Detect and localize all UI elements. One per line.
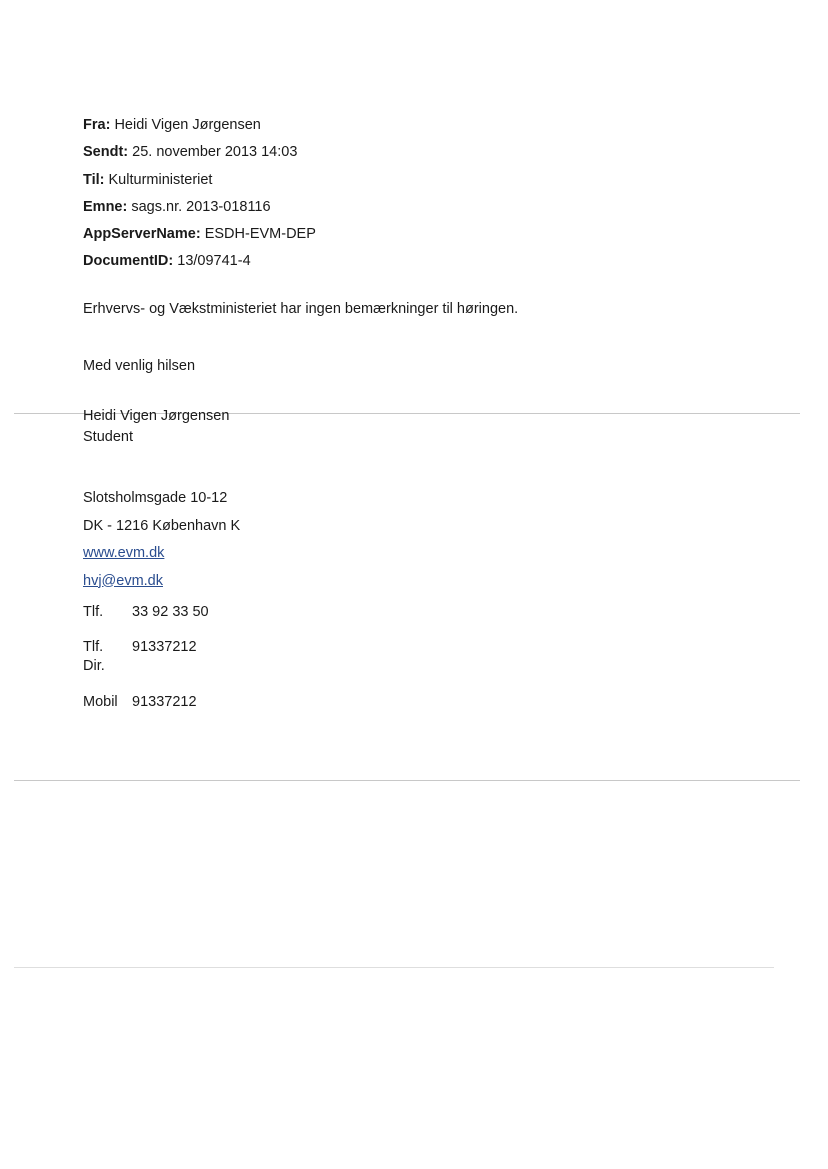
subject-value: sags.nr. 2013-018116	[131, 198, 271, 215]
email-link[interactable]: hvj@evm.dk	[83, 572, 163, 589]
appserver-value: ESDH-EVM-DEP	[204, 226, 316, 243]
direct-phone-value: 91337212	[132, 639, 197, 655]
address-city: DK - 1216 København K	[83, 517, 241, 534]
mobile-row	[83, 693, 197, 712]
phone-row	[83, 603, 209, 622]
signature-block	[83, 406, 229, 448]
phone-label: Tlf.	[83, 604, 104, 620]
mobile-value: 91337212	[132, 694, 197, 710]
header-documentid	[83, 248, 316, 275]
scan-line-middle	[14, 780, 800, 781]
message-text: Erhvervs- og Vækstministeriet har ingen bemærkninger til høringen.	[83, 301, 519, 317]
appserver-label: AppServerName:	[83, 226, 201, 243]
header-to	[83, 167, 316, 194]
sent-value: 25. november 2013 14:03	[132, 144, 298, 161]
email-header	[83, 112, 316, 276]
to-value: Kulturministeriet	[108, 171, 213, 188]
website-link[interactable]: www.evm.dk	[83, 545, 165, 561]
documentid-label: DocumentID:	[83, 253, 174, 270]
subject-label: Emne:	[83, 198, 128, 215]
documentid-value: 13/09741-4	[177, 253, 251, 270]
phone-value: 33 92 33 50	[132, 604, 209, 620]
to-label: Til:	[83, 171, 105, 188]
signature-title: Student	[83, 429, 133, 445]
from-value: Heidi Vigen Jørgensen	[114, 117, 261, 133]
direct-phone-row	[83, 638, 197, 676]
header-from	[83, 112, 316, 139]
signature-name: Heidi Vigen Jørgensen	[83, 408, 230, 424]
header-appserver	[83, 221, 316, 248]
address-street: Slotsholmsgade 10-12	[83, 490, 228, 506]
direct-phone-label	[83, 638, 132, 676]
address-block	[83, 485, 240, 595]
sent-label: Sendt:	[83, 144, 129, 161]
scan-line-bottom	[14, 967, 774, 968]
mobile-label: Mobil	[83, 694, 118, 710]
header-sent	[83, 139, 316, 166]
closing-text: Med venlig hilsen	[83, 358, 196, 374]
from-label: Fra:	[83, 117, 111, 133]
direct-label-line-2: Dir.	[83, 658, 105, 674]
header-subject	[83, 194, 316, 221]
direct-label-line-1: Tlf.	[83, 639, 104, 655]
